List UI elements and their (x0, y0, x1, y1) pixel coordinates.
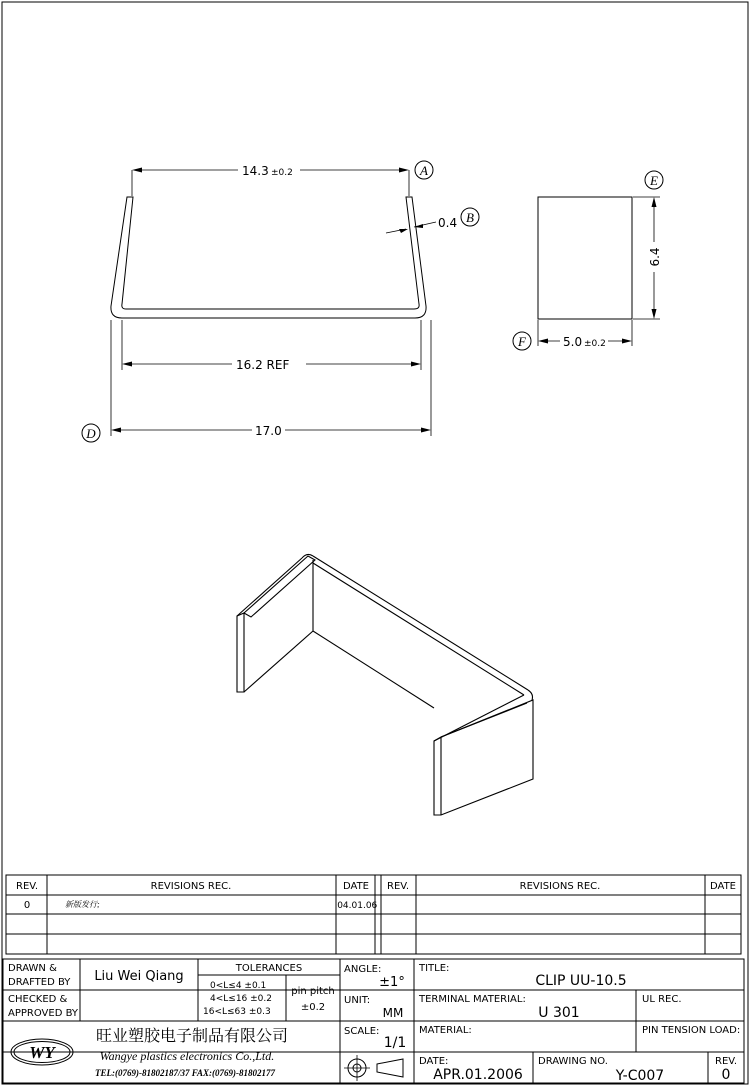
clip-profile (111, 197, 426, 318)
isometric-view (237, 554, 533, 815)
dim-side-width: 5.0 (563, 335, 583, 349)
left-wall-top (244, 556, 315, 617)
dim-top-width-tol: ±0.2 (271, 168, 293, 178)
dim-overall-width: 17.0 (255, 424, 282, 438)
angle-label: ANGLE: (344, 964, 382, 975)
projection-symbol-icon (344, 1055, 403, 1081)
scale-label: SCALE: (344, 1026, 380, 1037)
drawn-by-value: Liu Wei Qiang (94, 969, 184, 984)
company-contact: TEL:(0769)-81802187/37 FAX:(0769)-81802177 (95, 1068, 275, 1078)
tolerance-row-2: 4<L≤16 ±0.2 (210, 994, 272, 1004)
title-block (3, 959, 744, 1084)
tolerance-row-1: 0<L≤4 ±0.1 (210, 981, 267, 991)
rec-header-left: REVISIONS REC. (150, 881, 232, 892)
pin-tension-label: PIN TENSION LOAD: (642, 1025, 741, 1036)
title-label: TITLE: (419, 963, 450, 974)
arrowhead (132, 168, 142, 173)
title-value: CLIP UU-10.5 (535, 973, 627, 989)
dim-thickness: 0.4 (438, 216, 458, 230)
right-wall (434, 700, 533, 815)
company-name-en: Wangye plastics electronics Co.,Ltd. (99, 1049, 275, 1063)
iso-edge (313, 556, 528, 690)
arrowhead (622, 339, 632, 344)
drawing-no-label: DRAWING NO. (538, 1056, 608, 1067)
arrowhead (421, 428, 431, 433)
revisions-table (6, 875, 741, 954)
drawn-label-2: DRAFTED BY (8, 977, 71, 988)
ul-rec-label: UL REC. (642, 994, 682, 1005)
side-rect (538, 197, 632, 319)
pin-pitch-value: ±0.2 (300, 1002, 326, 1013)
date-header-left: DATE (342, 881, 370, 892)
rev-label: REV. (715, 1056, 737, 1067)
date-header-right: DATE (709, 881, 737, 892)
dim-top-width: 14.3 (242, 164, 269, 178)
unit-value: MM (382, 1006, 404, 1020)
drawn-label-1: DRAWN & (8, 963, 57, 974)
front-view (82, 161, 479, 442)
arrowhead (411, 362, 421, 367)
date-value: APR.01.2006 (433, 1067, 523, 1083)
scale-value: 1/1 (383, 1035, 407, 1051)
arrowhead (538, 339, 548, 344)
drawing-no-value: Y-C007 (615, 1068, 665, 1084)
iso-edge (441, 703, 527, 737)
logo-text: WY (29, 1043, 55, 1062)
rev-row-rec: 新版发行; (65, 900, 100, 909)
rev-header-right: REV. (387, 881, 409, 892)
rev-row-rev: 0 (23, 900, 31, 911)
arrowhead (111, 428, 121, 433)
company-name-cn: 旺业塑胶电子制品有限公司 (95, 1026, 289, 1045)
callout-b: B (466, 210, 474, 225)
side-view (513, 171, 663, 350)
iso-edge (313, 563, 524, 695)
checked-label-2: APPROVED BY (8, 1008, 79, 1019)
tolerance-row-3: 16<L≤63 ±0.3 (203, 1007, 271, 1017)
date-label: DATE: (419, 1056, 449, 1067)
rev-row-date: '04.01.06 (334, 901, 378, 911)
terminal-material-label: TERMINAL MATERIAL: (419, 994, 526, 1005)
pin-pitch-label: pin pitch (291, 986, 335, 997)
arrowhead (652, 309, 657, 319)
rev-header-left: REV. (16, 881, 38, 892)
iso-edge (244, 631, 313, 692)
checked-label-1: CHECKED & (8, 994, 68, 1005)
unit-label: UNIT: (344, 995, 371, 1006)
dim-side-width-tol: ±0.2 (584, 339, 606, 349)
iso-edge (237, 558, 302, 616)
terminal-material-value: U 301 (538, 1005, 580, 1021)
rev-value: 0 (721, 1067, 731, 1083)
callout-d: D (86, 426, 96, 441)
left-wall-edge (237, 613, 244, 692)
arrowhead (652, 197, 657, 207)
arrowhead (122, 362, 132, 367)
arrowhead (399, 168, 409, 173)
dim-ref-width: 16.2 REF (236, 358, 290, 372)
callout-f: F (518, 334, 526, 349)
material-label: MATERIAL: (419, 1025, 472, 1036)
angle-value: ±1° (379, 975, 405, 990)
tolerances-label: TOLERANCES (235, 963, 303, 974)
iso-edge (313, 631, 434, 708)
arrowhead (399, 229, 408, 233)
rec-header-right: REVISIONS REC. (519, 881, 601, 892)
dim-height: 6.4 (648, 247, 662, 267)
callout-a: A (420, 163, 428, 178)
callout-e: E (650, 173, 658, 188)
iso-bend (528, 690, 533, 700)
